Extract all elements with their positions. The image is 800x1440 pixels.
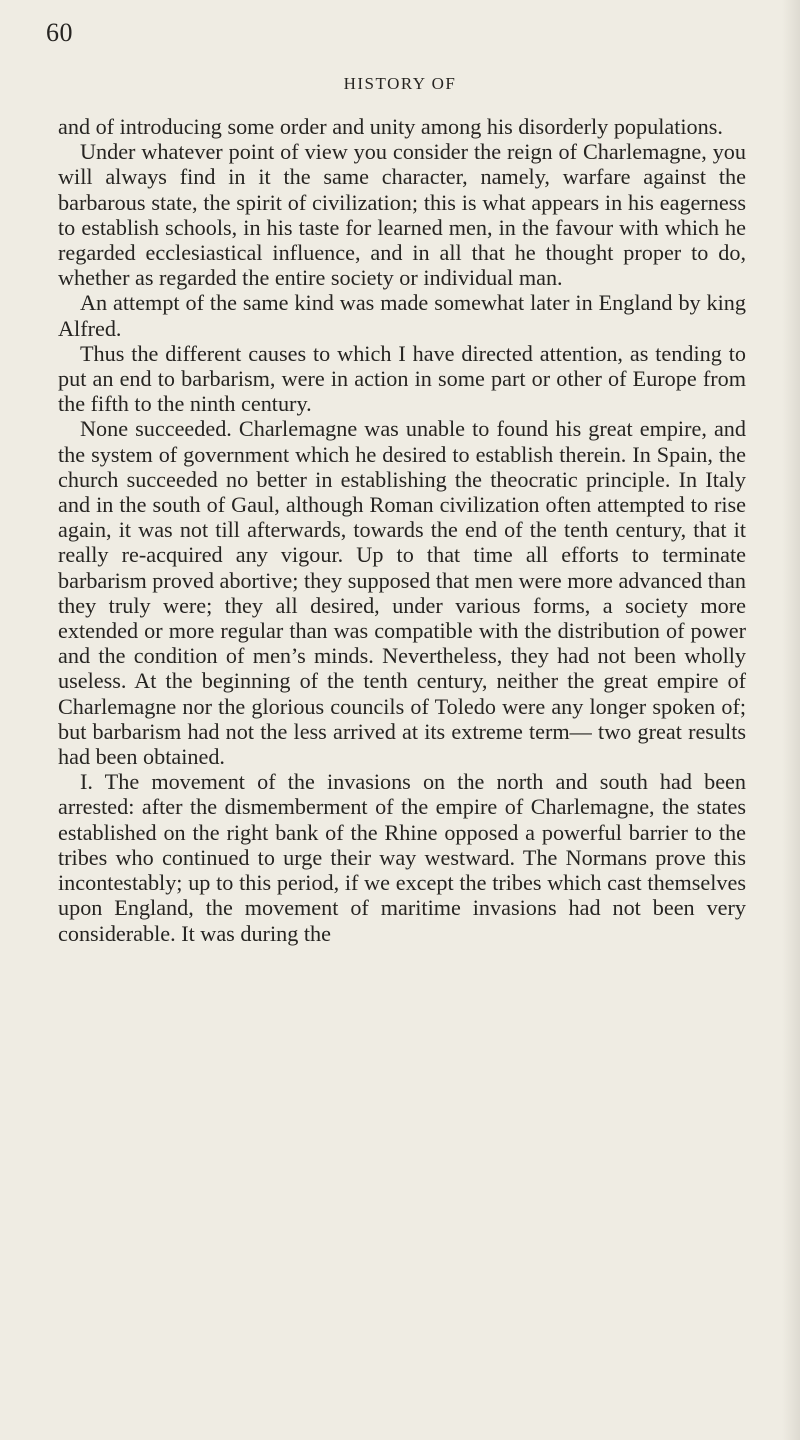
paragraph: An attempt of the same kind was made somewhat later in England by king Alfred. xyxy=(58,290,746,341)
running-head: HISTORY OF xyxy=(343,74,457,93)
page-number: 60 xyxy=(46,18,73,47)
page-edge-shadow xyxy=(782,0,800,1440)
paragraph: I. The movement of the invasions on the north and south had been arrested: after the dismemberment of the empire of Charlemagne, the states established on the right bank of the Rhine opposed a powerful barrier to the tribes who continued to urge their way westward. The Normans prove this incontestably; up to this period, if we except the tribes which cast themselves upon England, the movement of maritime invasions had not been very considerable. It was during the xyxy=(58,769,746,946)
body-text xyxy=(58,114,746,946)
paragraph-continuation: and of introducing some order and unity among his disorderly populations. xyxy=(58,114,723,139)
paragraph: Thus the different causes to which I have directed attention, as tending to put an end to barbarism, were in action in some part or other of Europe from the fifth to the ninth century. xyxy=(58,340,746,417)
paragraph: None succeeded. Charlemagne was unable to found his great empire, and the system of government which he desired to establish therein. In Spain, the church succeeded no better in establishing the theocratic principle. In Italy and in the south of Gaul, although Roman civilization often attempted to rise again, it was not till afterwards, towards the end of the tenth century, that it really re-acquired any vigour. Up to that time all efforts to terminate barbarism proved abortive; they supposed that men were more advanced than they truly were; they all desired, under various forms, a society more extended or more regular than was compatible with the distribution of power and the condition of men’s minds. Nevertheless, they had not been wholly useless. At the beginning of the tenth century, neither the great empire of Charlemagne nor the glorious councils of Toledo were any longer spoken of; but barbarism had not the less arrived at its extreme term— two great results had been obtained. xyxy=(58,416,746,770)
paragraph: Under whatever point of view you consider the reign of Charlemagne, you will always find in it the same character, namely, warfare against the barbarous state, the spirit of civilization; this is what appears in his eagerness to establish schools, in his taste for learned men, in the favour with which he regarded ecclesiastical influence, and in all that he thought proper to do, whether as regarded the entire society or individual man. xyxy=(58,139,746,291)
